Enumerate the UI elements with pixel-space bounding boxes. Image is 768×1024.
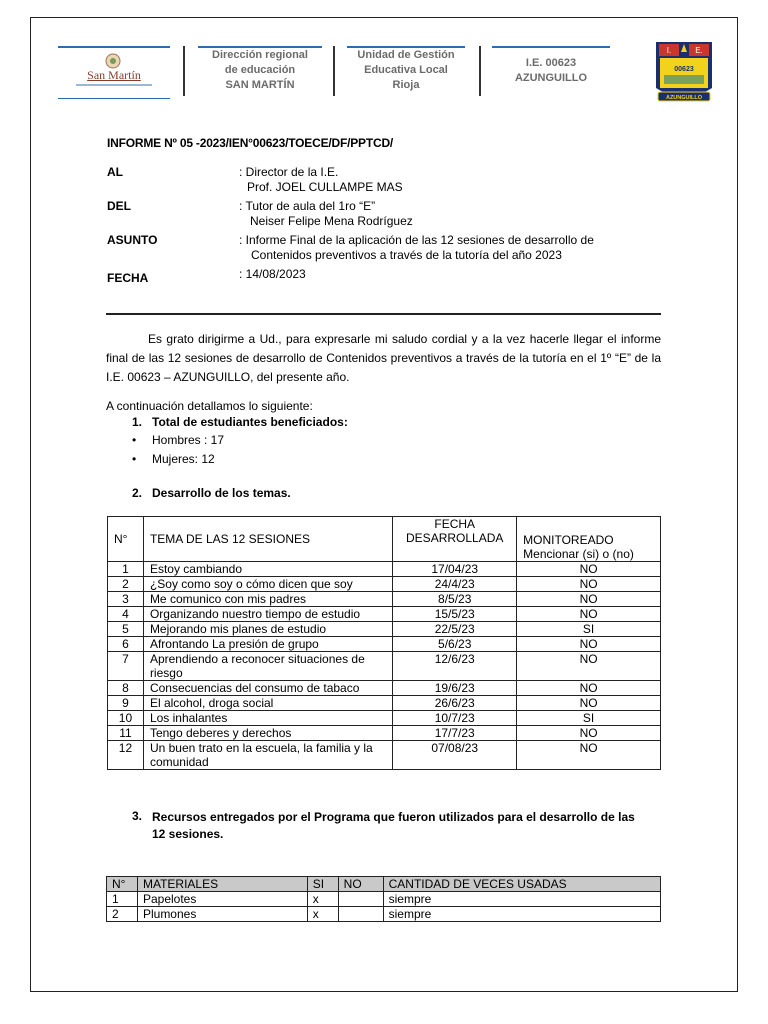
cell-fecha: 12/6/23	[393, 652, 517, 681]
cell-fecha: 22/5/23	[393, 622, 517, 637]
section-2-title: Desarrollo de los temas.	[152, 486, 291, 500]
del-label: DEL	[107, 199, 131, 213]
cell-number: 2	[107, 907, 138, 922]
header-box-line: Educativa Local	[364, 64, 448, 76]
cell-number: 6	[108, 637, 144, 652]
header-divider	[183, 46, 185, 96]
cell-material: Plumones	[137, 907, 307, 922]
cell-material: Papelotes	[137, 892, 307, 907]
cell-number: 10	[108, 711, 144, 726]
table-row	[108, 637, 661, 652]
asunto-value-line: Contenidos preventivos a través de la tutoría del año 2023	[251, 248, 562, 262]
cell-number: 7	[108, 652, 144, 681]
cell-fecha: 19/6/23	[393, 681, 517, 696]
cell-no	[338, 907, 383, 922]
bullet-item: • Mujeres: 12	[152, 452, 215, 466]
header-divider	[479, 46, 481, 96]
cell-tema: Un buen trato en la escuela, la familia y la comunidad	[143, 741, 392, 770]
intro-paragraph: Es grato dirigirme a Ud., para expresarle mi saludo cordial y a la vez hacerle llegar el informe final de las 12 sesiones de desarrollo de Contenidos preventivos a través de la tutoría en el 1º “E” de la I.E. 00623 – AZUNGUILLO, del presente año.	[106, 332, 661, 384]
header-box-line: SAN MARTÍN	[225, 79, 295, 91]
header-materiales: MATERIALES	[137, 877, 307, 892]
header-cantidad: CANTIDAD DE VECES USADAS	[383, 877, 660, 892]
cell-monitoreado: NO	[517, 592, 661, 607]
table-header-row	[107, 877, 661, 892]
header-box-ugel	[347, 46, 465, 93]
cell-si: x	[307, 892, 338, 907]
section-3-title-line: 12 sesiones.	[152, 827, 224, 841]
cell-monitoreado: NO	[517, 652, 661, 681]
cell-fecha: 26/6/23	[393, 696, 517, 711]
header-monitoreado	[517, 517, 661, 562]
header-divider	[333, 46, 335, 96]
cell-fecha: 10/7/23	[393, 711, 517, 726]
asunto-label: ASUNTO	[107, 233, 158, 247]
cell-tema: Consecuencias del consumo de tabaco	[143, 681, 392, 696]
header-fecha	[393, 517, 517, 562]
cell-monitoreado: NO	[517, 741, 661, 770]
header-box-regional	[198, 46, 322, 93]
cell-monitoreado: NO	[517, 577, 661, 592]
header-n: N°	[108, 517, 144, 562]
section-2-number: 2.	[132, 486, 143, 500]
cell-number: 2	[108, 577, 144, 592]
continuation-text: A continuación detallamos lo siguiente:	[106, 399, 313, 413]
cell-fecha: 17/04/23	[393, 562, 517, 577]
table-row	[108, 652, 661, 681]
cell-tema: Los inhalantes	[143, 711, 392, 726]
document-title: INFORME Nº 05 -2023/IEN°00623/TOECE/DF/PPTCD/	[107, 136, 394, 150]
al-value-line: Prof. JOEL CULLAMPE MAS	[247, 180, 403, 194]
cell-fecha: 17/7/23	[393, 726, 517, 741]
cell-fecha: 07/08/23	[393, 741, 517, 770]
fecha-value: : 14/08/2023	[239, 267, 306, 281]
cell-tema: El alcohol, droga social	[143, 696, 392, 711]
fecha-label: FECHA	[107, 271, 149, 285]
header-box-line: Unidad de Gestión	[357, 49, 455, 61]
cell-number: 11	[108, 726, 144, 741]
cell-number: 3	[108, 592, 144, 607]
header-si: SI	[307, 877, 338, 892]
table-row	[108, 592, 661, 607]
header-no: NO	[338, 877, 383, 892]
header-fecha-line: DESARROLLADA	[406, 531, 504, 545]
cell-fecha: 8/5/23	[393, 592, 517, 607]
cell-monitoreado: SI	[517, 622, 661, 637]
crest-letter-i: I.	[666, 46, 672, 55]
table-row	[108, 622, 661, 637]
header-box-line: AZUNGUILLO	[514, 72, 588, 84]
cell-number: 8	[108, 681, 144, 696]
cell-fecha: 5/6/23	[393, 637, 517, 652]
school-crest-icon	[654, 40, 714, 104]
cell-monitoreado: NO	[517, 726, 661, 741]
sessions-table	[107, 516, 661, 770]
section-1-number: 1.	[132, 415, 143, 429]
header-fecha-line: FECHA	[434, 517, 476, 531]
section-3-title	[152, 809, 635, 843]
san-martin-logo	[58, 46, 170, 99]
logo-underline	[76, 84, 152, 86]
cell-tema: ¿Soy como soy o cómo dicen que soy	[143, 577, 392, 592]
crest-name: AZUNGUILLO	[665, 95, 703, 101]
del-value-line: Neiser Felipe Mena Rodríguez	[250, 214, 413, 228]
cell-number: 12	[108, 741, 144, 770]
cell-no	[338, 892, 383, 907]
header-n: N°	[107, 877, 138, 892]
header-mon-line: MONITOREADO	[523, 533, 614, 547]
table-row	[108, 607, 661, 622]
del-value	[239, 199, 413, 229]
cell-number: 1	[108, 562, 144, 577]
cell-fecha: 24/4/23	[393, 577, 517, 592]
page-frame	[30, 17, 738, 992]
cell-monitoreado: NO	[517, 562, 661, 577]
asunto-value	[239, 233, 594, 263]
materials-body	[107, 892, 661, 922]
al-label: AL	[107, 165, 123, 179]
del-value-line: : Tutor de aula del 1ro “E”	[239, 199, 376, 213]
cell-tema: Aprendiendo a reconocer situaciones de riesgo	[143, 652, 392, 681]
table-row	[107, 892, 661, 907]
cell-monitoreado: NO	[517, 637, 661, 652]
section-3-title-line: Recursos entregados por el Programa que fueron utilizados para el desarrollo de las	[152, 810, 635, 824]
cell-tema: Organizando nuestro tiempo de estudio	[143, 607, 392, 622]
asunto-value-line: : Informe Final de la aplicación de las 12 sesiones de desarrollo de	[239, 233, 594, 247]
table-row	[108, 711, 661, 726]
table-row	[108, 696, 661, 711]
header-box-line: I.E. 00623	[525, 57, 577, 69]
al-value	[239, 165, 403, 195]
sessions-body	[108, 562, 661, 770]
table-row	[108, 562, 661, 577]
cell-number: 9	[108, 696, 144, 711]
cell-tema: Afrontando La presión de grupo	[143, 637, 392, 652]
cell-monitoreado: NO	[517, 607, 661, 622]
table-row	[107, 907, 661, 922]
table-header-row	[108, 517, 661, 562]
cell-number: 4	[108, 607, 144, 622]
cell-cantidad: siempre	[383, 907, 660, 922]
section-3-number: 3.	[132, 809, 143, 823]
crest-letter-e: E.	[695, 46, 703, 55]
cell-cantidad: siempre	[383, 892, 660, 907]
cell-tema: Estoy cambiando	[143, 562, 392, 577]
header-box-line: Dirección regional	[212, 49, 308, 61]
header-box-ie	[492, 46, 610, 86]
header-box-line: Rioja	[392, 79, 420, 91]
table-row	[108, 726, 661, 741]
separator-rule	[106, 313, 661, 315]
header-tema: TEMA DE LAS 12 SESIONES	[143, 517, 392, 562]
table-row	[108, 577, 661, 592]
bullet-item: • Hombres : 17	[152, 433, 224, 447]
crest-number: 00623	[674, 66, 694, 73]
cell-number: 1	[107, 892, 138, 907]
cell-number: 5	[108, 622, 144, 637]
cell-tema: Me comunico con mis padres	[143, 592, 392, 607]
materials-table	[106, 876, 661, 922]
table-row	[108, 681, 661, 696]
cell-tema: Mejorando mis planes de estudio	[143, 622, 392, 637]
al-value-line: : Director de la I.E.	[239, 165, 339, 179]
cell-tema: Tengo deberes y derechos	[143, 726, 392, 741]
header-mon-sub: Mencionar (si) o (no)	[523, 547, 634, 561]
cell-monitoreado: NO	[517, 681, 661, 696]
cell-monitoreado: NO	[517, 696, 661, 711]
header-box-line: de educación	[224, 64, 296, 76]
cell-si: x	[307, 907, 338, 922]
section-1-title: Total de estudiantes beneficiados:	[152, 415, 348, 429]
logo-brand-text: San Martín	[87, 68, 141, 82]
cell-fecha: 15/5/23	[393, 607, 517, 622]
table-row	[108, 741, 661, 770]
cell-monitoreado: SI	[517, 711, 661, 726]
